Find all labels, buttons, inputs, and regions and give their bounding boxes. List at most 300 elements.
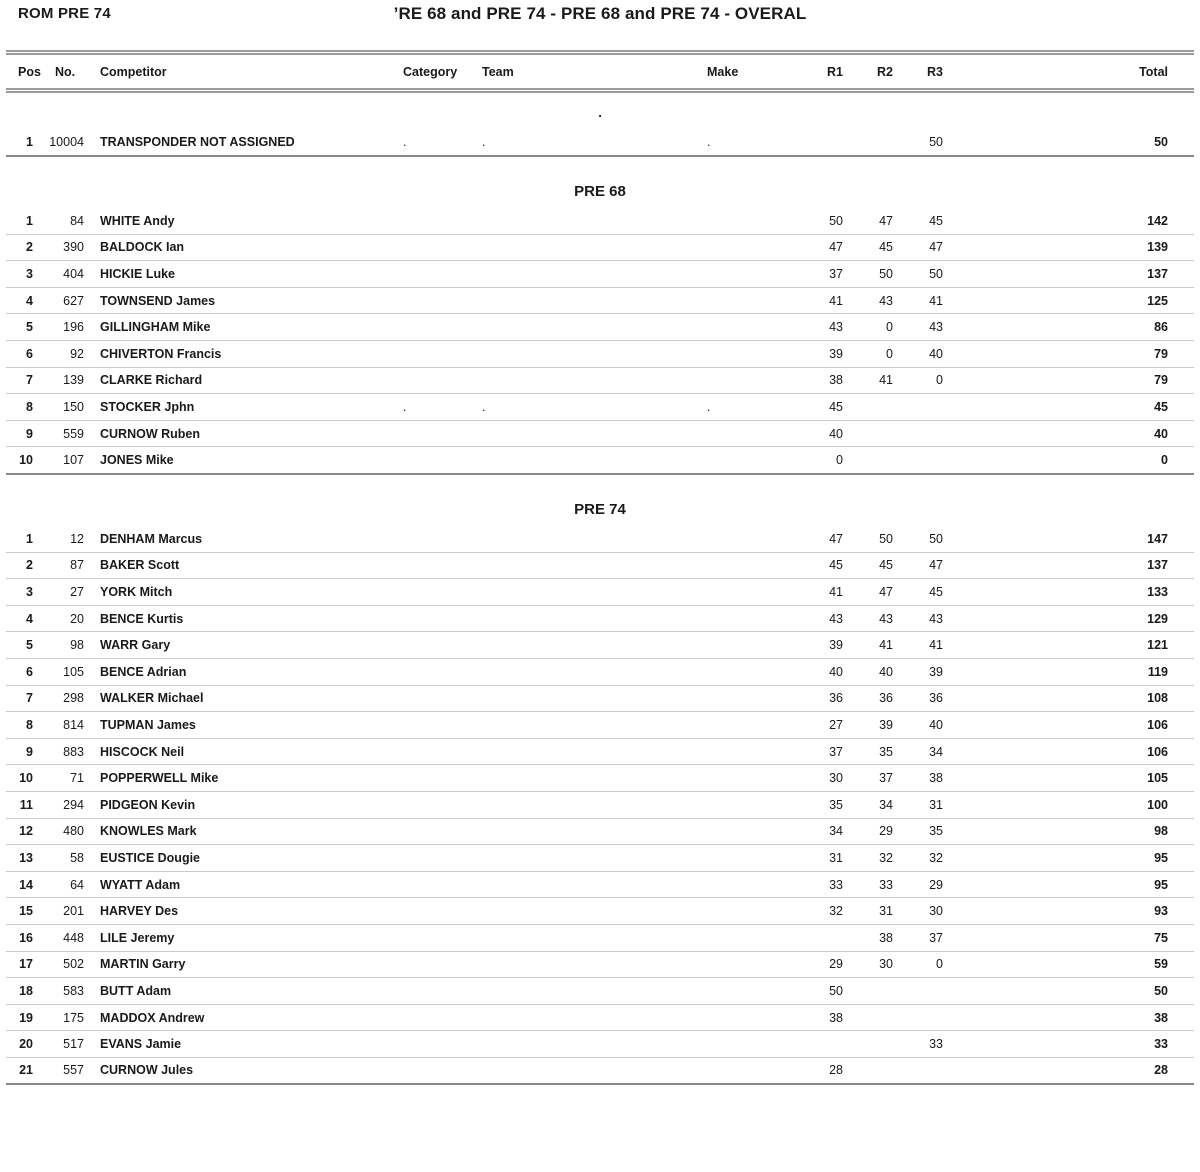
cell-r1: 33 (798, 871, 846, 898)
cell-total: 106 (946, 738, 1194, 765)
table-row (6, 1004, 1194, 1031)
cell-pos: 12 (6, 818, 44, 845)
cell-category (398, 845, 474, 872)
cell-competitor: POPPERWELL Mike (90, 765, 398, 792)
cell-category: . (398, 394, 474, 421)
cell-r2 (846, 394, 896, 421)
cell-team (474, 287, 694, 314)
cell-pos: 8 (6, 712, 44, 739)
cell-make (694, 234, 798, 261)
cell-make (694, 526, 798, 553)
cell-category (398, 447, 474, 474)
cell-total: 95 (946, 845, 1194, 872)
cell-no: 294 (44, 791, 90, 818)
cell-no: 92 (44, 341, 90, 368)
cell-category (398, 898, 474, 925)
cell-category (398, 1031, 474, 1058)
cell-team (474, 420, 694, 447)
cell-category (398, 685, 474, 712)
cell-competitor: DENHAM Marcus (90, 526, 398, 553)
cell-total: 108 (946, 685, 1194, 712)
cell-team (474, 632, 694, 659)
cell-team (474, 341, 694, 368)
cell-total: 121 (946, 632, 1194, 659)
cell-no: 201 (44, 898, 90, 925)
table-row (6, 738, 1194, 765)
cell-no: 448 (44, 924, 90, 951)
cell-r1: 50 (798, 978, 846, 1005)
table-row (6, 420, 1194, 447)
column-header-r1: R1 (827, 64, 843, 79)
cell-category (398, 287, 474, 314)
cell-no: 627 (44, 287, 90, 314)
cell-no: 480 (44, 818, 90, 845)
cell-team (474, 685, 694, 712)
cell-r1 (798, 924, 846, 951)
cell-pos: 21 (6, 1057, 44, 1084)
cell-competitor: TOWNSEND James (90, 287, 398, 314)
cell-r3: 50 (896, 129, 946, 156)
cell-no: 404 (44, 261, 90, 288)
cell-r2: 0 (846, 341, 896, 368)
cell-make (694, 208, 798, 235)
cell-r2: 41 (846, 367, 896, 394)
cell-r3 (896, 1004, 946, 1031)
cell-r2: 36 (846, 685, 896, 712)
cell-no: 559 (44, 420, 90, 447)
table-row (6, 632, 1194, 659)
cell-r2 (846, 978, 896, 1005)
cell-no: 175 (44, 1004, 90, 1031)
cell-total: 86 (946, 314, 1194, 341)
cell-no: 12 (44, 526, 90, 553)
cell-make (694, 978, 798, 1005)
table-row (6, 951, 1194, 978)
table-row (6, 552, 1194, 579)
cell-make (694, 712, 798, 739)
cell-r1: 29 (798, 951, 846, 978)
column-header-category: Category (403, 64, 458, 79)
column-header-total: Total (1139, 64, 1168, 79)
cell-r1: 39 (798, 341, 846, 368)
cell-make (694, 791, 798, 818)
cell-r1: 35 (798, 791, 846, 818)
cell-competitor: CLARKE Richard (90, 367, 398, 394)
cell-competitor: CURNOW Jules (90, 1057, 398, 1084)
cell-team (474, 659, 694, 686)
cell-category (398, 605, 474, 632)
cell-r2 (846, 420, 896, 447)
column-header-r3: R3 (927, 64, 943, 79)
cell-r3: 31 (896, 791, 946, 818)
cell-competitor: CHIVERTON Francis (90, 341, 398, 368)
table-row (6, 579, 1194, 606)
cell-no: 196 (44, 314, 90, 341)
cell-make (694, 1031, 798, 1058)
cell-total: 137 (946, 552, 1194, 579)
cell-make (694, 871, 798, 898)
cell-r3: 29 (896, 871, 946, 898)
column-header-make: Make (707, 64, 739, 79)
cell-r3 (896, 420, 946, 447)
cell-make (694, 898, 798, 925)
cell-r2 (846, 1004, 896, 1031)
cell-team (474, 871, 694, 898)
cell-make (694, 420, 798, 447)
cell-make (694, 632, 798, 659)
cell-pos: 7 (6, 685, 44, 712)
table-row (6, 341, 1194, 368)
cell-r1: 31 (798, 845, 846, 872)
cell-total: 95 (946, 871, 1194, 898)
page-title-center: ’RE 68 and PRE 74 - PRE 68 and PRE 74 - OVERAL (393, 4, 807, 23)
cell-competitor: WARR Gary (90, 632, 398, 659)
table-row (6, 818, 1194, 845)
cell-category (398, 818, 474, 845)
cell-r3: 30 (896, 898, 946, 925)
cell-total: 125 (946, 287, 1194, 314)
cell-r3: 36 (896, 685, 946, 712)
cell-r1: 0 (798, 447, 846, 474)
cell-r1 (798, 1031, 846, 1058)
cell-r3: 33 (896, 1031, 946, 1058)
cell-pos: 4 (6, 287, 44, 314)
cell-pos: 9 (6, 420, 44, 447)
cell-r3: 0 (896, 367, 946, 394)
cell-category (398, 924, 474, 951)
cell-r3: 41 (896, 287, 946, 314)
cell-r2: 50 (846, 261, 896, 288)
cell-make (694, 1004, 798, 1031)
cell-r2: 45 (846, 234, 896, 261)
cell-pos: 5 (6, 314, 44, 341)
cell-r3: 35 (896, 818, 946, 845)
cell-r1: 37 (798, 261, 846, 288)
cell-make (694, 605, 798, 632)
cell-pos: 19 (6, 1004, 44, 1031)
cell-category (398, 579, 474, 606)
cell-team: . (474, 129, 694, 156)
cell-team (474, 924, 694, 951)
section-title: PRE 68 (574, 182, 626, 200)
cell-make: . (694, 129, 798, 156)
table-row (6, 712, 1194, 739)
table-row (6, 659, 1194, 686)
cell-pos: 3 (6, 261, 44, 288)
cell-r1: 45 (798, 394, 846, 421)
cell-competitor: YORK Mitch (90, 579, 398, 606)
table-row (6, 394, 1194, 421)
cell-r3: 50 (896, 526, 946, 553)
cell-total: 98 (946, 818, 1194, 845)
cell-make (694, 579, 798, 606)
cell-pos: 6 (6, 341, 44, 368)
column-header-r2: R2 (877, 64, 893, 79)
cell-r2: 39 (846, 712, 896, 739)
cell-r1: 47 (798, 526, 846, 553)
cell-r2: 40 (846, 659, 896, 686)
cell-r3: 40 (896, 712, 946, 739)
cell-pos: 1 (6, 526, 44, 553)
cell-team (474, 261, 694, 288)
cell-category (398, 659, 474, 686)
cell-team: . (474, 394, 694, 421)
table-row (6, 526, 1194, 553)
cell-r2 (846, 447, 896, 474)
cell-team (474, 845, 694, 872)
cell-pos: 11 (6, 791, 44, 818)
table-row (6, 261, 1194, 288)
cell-competitor: EUSTICE Dougie (90, 845, 398, 872)
cell-r2: 29 (846, 818, 896, 845)
cell-r2: 30 (846, 951, 896, 978)
cell-r2: 43 (846, 287, 896, 314)
cell-r1: 45 (798, 552, 846, 579)
cell-r2 (846, 1031, 896, 1058)
cell-category (398, 765, 474, 792)
cell-total: 28 (946, 1057, 1194, 1084)
section-title-row (6, 156, 1194, 208)
cell-pos: 18 (6, 978, 44, 1005)
cell-team (474, 447, 694, 474)
cell-team (474, 818, 694, 845)
cell-pos: 16 (6, 924, 44, 951)
cell-make (694, 287, 798, 314)
cell-total: 50 (946, 978, 1194, 1005)
cell-total: 0 (946, 447, 1194, 474)
cell-competitor: WHITE Andy (90, 208, 398, 235)
cell-team (474, 978, 694, 1005)
table-row (6, 924, 1194, 951)
cell-make (694, 659, 798, 686)
cell-pos: 1 (6, 208, 44, 235)
cell-competitor: BENCE Kurtis (90, 605, 398, 632)
cell-total: 40 (946, 420, 1194, 447)
cell-team (474, 738, 694, 765)
cell-total: 142 (946, 208, 1194, 235)
cell-r2: 41 (846, 632, 896, 659)
results-table-body (6, 91, 1194, 1085)
cell-r2: 38 (846, 924, 896, 951)
cell-r2 (846, 1057, 896, 1084)
cell-pos: 15 (6, 898, 44, 925)
cell-no: 87 (44, 552, 90, 579)
cell-make: . (694, 394, 798, 421)
cell-total: 93 (946, 898, 1194, 925)
cell-no: 583 (44, 978, 90, 1005)
cell-category (398, 234, 474, 261)
cell-r2: 32 (846, 845, 896, 872)
cell-competitor: LILE Jeremy (90, 924, 398, 951)
table-row (6, 129, 1194, 156)
cell-category (398, 341, 474, 368)
cell-pos: 6 (6, 659, 44, 686)
cell-competitor: TRANSPONDER NOT ASSIGNED (90, 129, 398, 156)
cell-competitor: EVANS Jamie (90, 1031, 398, 1058)
cell-team (474, 951, 694, 978)
cell-team (474, 712, 694, 739)
cell-no: 20 (44, 605, 90, 632)
cell-make (694, 685, 798, 712)
cell-r2: 43 (846, 605, 896, 632)
cell-competitor: STOCKER Jphn (90, 394, 398, 421)
cell-r1: 40 (798, 420, 846, 447)
cell-no: 298 (44, 685, 90, 712)
cell-pos: 10 (6, 765, 44, 792)
cell-r1: 43 (798, 605, 846, 632)
cell-team (474, 1031, 694, 1058)
cell-make (694, 552, 798, 579)
cell-category (398, 712, 474, 739)
cell-total: 100 (946, 791, 1194, 818)
cell-category (398, 208, 474, 235)
cell-make (694, 951, 798, 978)
table-row (6, 367, 1194, 394)
cell-pos: 4 (6, 605, 44, 632)
cell-no: 557 (44, 1057, 90, 1084)
cell-total: 33 (946, 1031, 1194, 1058)
cell-category (398, 978, 474, 1005)
cell-r3: 41 (896, 632, 946, 659)
cell-team (474, 765, 694, 792)
cell-r1: 38 (798, 367, 846, 394)
cell-r2: 31 (846, 898, 896, 925)
table-row (6, 287, 1194, 314)
column-header-team: Team (482, 64, 514, 79)
cell-pos: 20 (6, 1031, 44, 1058)
section-title-row (6, 474, 1194, 526)
cell-r2: 0 (846, 314, 896, 341)
cell-total: 79 (946, 367, 1194, 394)
cell-team (474, 898, 694, 925)
table-row (6, 605, 1194, 632)
table-row (6, 685, 1194, 712)
cell-no: 105 (44, 659, 90, 686)
cell-total: 75 (946, 924, 1194, 951)
cell-pos: 5 (6, 632, 44, 659)
cell-competitor: KNOWLES Mark (90, 818, 398, 845)
cell-r1 (798, 129, 846, 156)
cell-category (398, 871, 474, 898)
cell-team (474, 1004, 694, 1031)
cell-r3: 45 (896, 208, 946, 235)
cell-competitor: HICKIE Luke (90, 261, 398, 288)
cell-category (398, 632, 474, 659)
cell-category (398, 420, 474, 447)
cell-team (474, 579, 694, 606)
cell-no: 64 (44, 871, 90, 898)
cell-competitor: CURNOW Ruben (90, 420, 398, 447)
cell-r2: 33 (846, 871, 896, 898)
cell-r3: 34 (896, 738, 946, 765)
column-header-row (6, 53, 1194, 91)
table-row (6, 871, 1194, 898)
cell-r2 (846, 129, 896, 156)
cell-r1: 41 (798, 579, 846, 606)
cell-team (474, 314, 694, 341)
cell-r3 (896, 978, 946, 1005)
cell-r2: 35 (846, 738, 896, 765)
cell-no: 390 (44, 234, 90, 261)
cell-make (694, 314, 798, 341)
cell-total: 147 (946, 526, 1194, 553)
cell-r3: 39 (896, 659, 946, 686)
cell-make (694, 818, 798, 845)
cell-no: 58 (44, 845, 90, 872)
cell-competitor: JONES Mike (90, 447, 398, 474)
cell-r3: 40 (896, 341, 946, 368)
cell-make (694, 845, 798, 872)
cell-make (694, 367, 798, 394)
cell-total: 50 (946, 129, 1194, 156)
cell-total: 129 (946, 605, 1194, 632)
column-header-pos: Pos (18, 64, 41, 79)
cell-pos: 8 (6, 394, 44, 421)
cell-no: 502 (44, 951, 90, 978)
cell-no: 27 (44, 579, 90, 606)
cell-no: 814 (44, 712, 90, 739)
section-title: . (598, 105, 602, 120)
cell-competitor: TUPMAN James (90, 712, 398, 739)
cell-team (474, 208, 694, 235)
cell-category (398, 1004, 474, 1031)
cell-team (474, 791, 694, 818)
cell-r2: 50 (846, 526, 896, 553)
table-row (6, 978, 1194, 1005)
cell-team (474, 526, 694, 553)
cell-r3: 43 (896, 314, 946, 341)
cell-r2: 37 (846, 765, 896, 792)
cell-r1: 47 (798, 234, 846, 261)
table-row (6, 898, 1194, 925)
cell-no: 139 (44, 367, 90, 394)
cell-competitor: MADDOX Andrew (90, 1004, 398, 1031)
cell-r1: 34 (798, 818, 846, 845)
cell-make (694, 765, 798, 792)
cell-r3: 45 (896, 579, 946, 606)
cell-r2: 47 (846, 579, 896, 606)
cell-competitor: BENCE Adrian (90, 659, 398, 686)
cell-competitor: BALDOCK Ian (90, 234, 398, 261)
table-row (6, 208, 1194, 235)
cell-category (398, 552, 474, 579)
cell-no: 71 (44, 765, 90, 792)
table-row (6, 845, 1194, 872)
cell-r3: 0 (896, 951, 946, 978)
cell-total: 105 (946, 765, 1194, 792)
column-header-competitor: Competitor (100, 64, 167, 79)
cell-total: 59 (946, 951, 1194, 978)
cell-pos: 9 (6, 738, 44, 765)
table-row (6, 791, 1194, 818)
cell-r1: 39 (798, 632, 846, 659)
cell-pos: 13 (6, 845, 44, 872)
cell-category (398, 261, 474, 288)
section-title-row (6, 91, 1194, 130)
cell-no: 150 (44, 394, 90, 421)
cell-category (398, 791, 474, 818)
cell-r1: 50 (798, 208, 846, 235)
cell-r3: 50 (896, 261, 946, 288)
cell-team (474, 367, 694, 394)
cell-r3: 47 (896, 234, 946, 261)
cell-pos: 10 (6, 447, 44, 474)
cell-total: 137 (946, 261, 1194, 288)
cell-make (694, 261, 798, 288)
cell-competitor: WYATT Adam (90, 871, 398, 898)
cell-no: 883 (44, 738, 90, 765)
page-header (0, 0, 1200, 50)
